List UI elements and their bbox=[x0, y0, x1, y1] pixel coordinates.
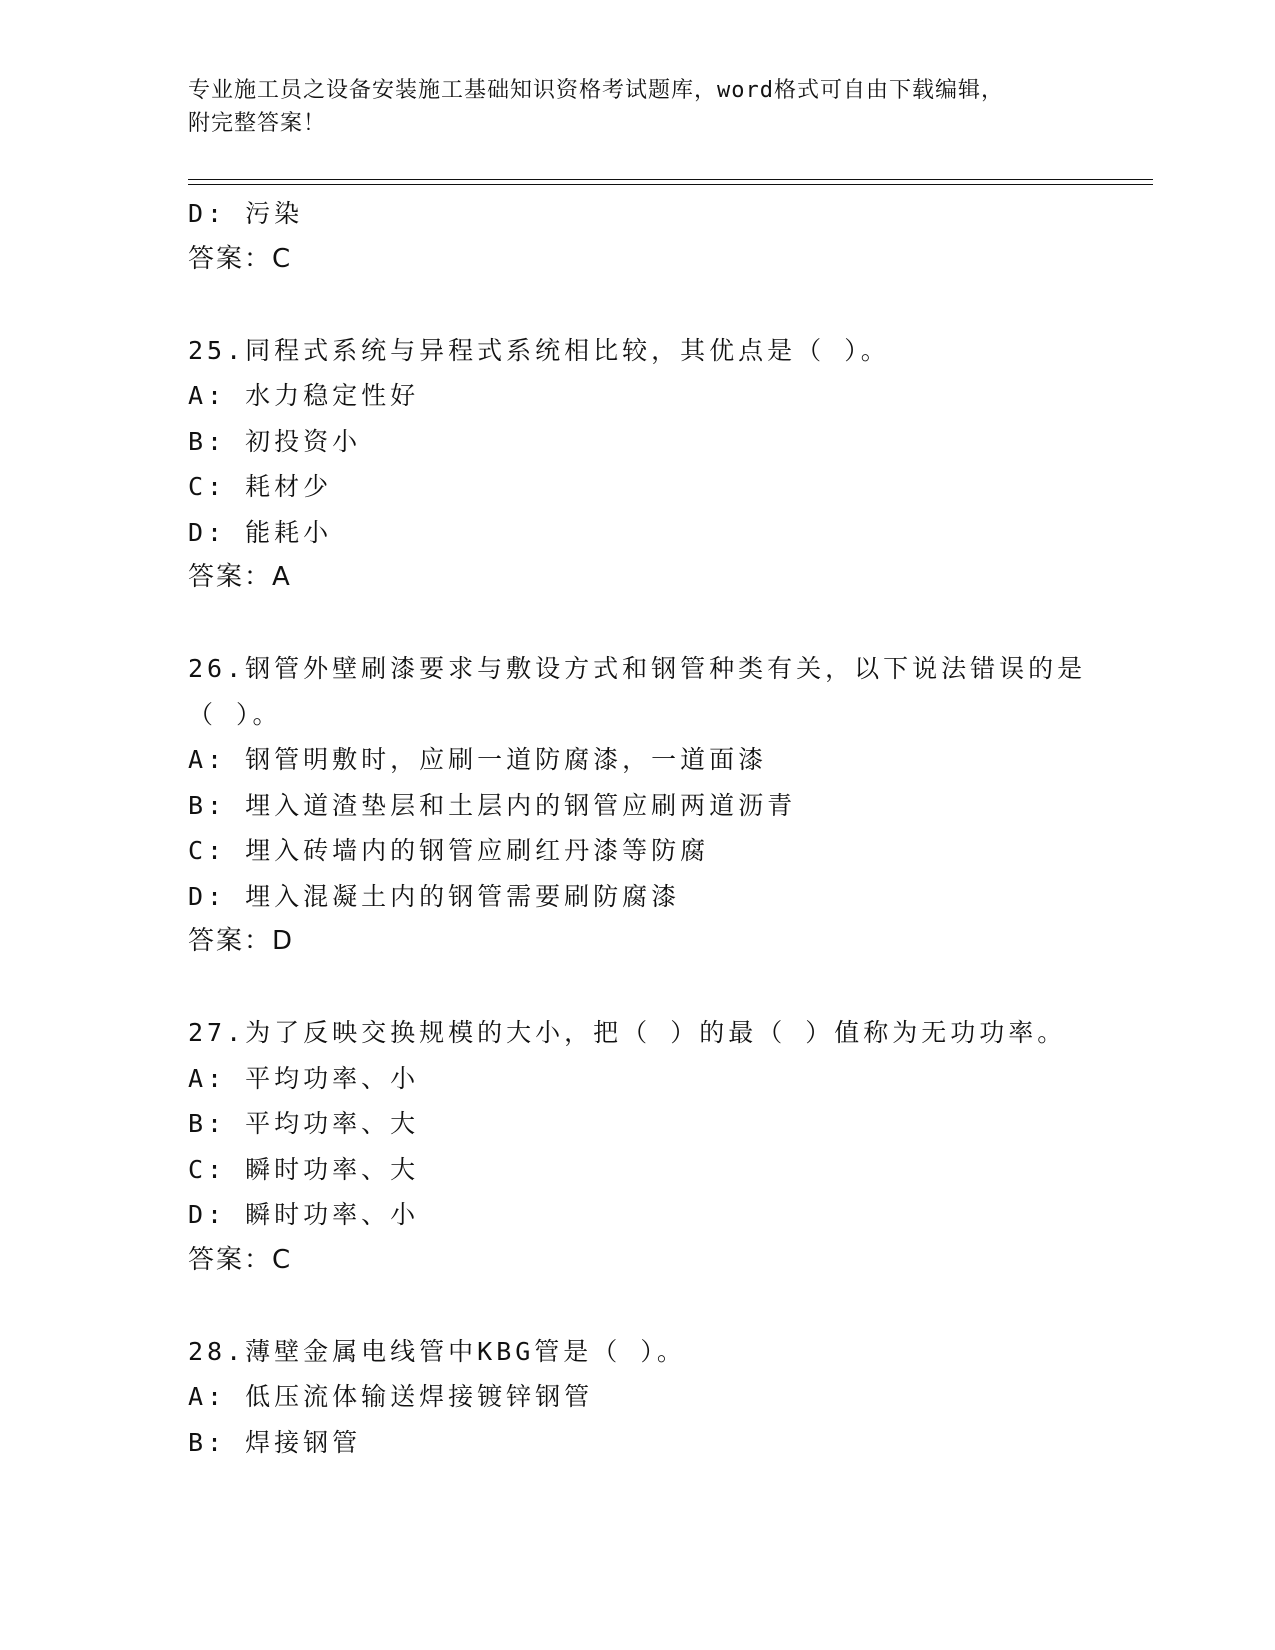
document-body bbox=[188, 191, 1153, 1465]
header-line-1: 专业施工员之设备安装施工基础知识资格考试题库，word格式可自由下载编辑， bbox=[188, 78, 1004, 103]
spacer bbox=[188, 1283, 1153, 1329]
question-25 bbox=[188, 328, 1153, 601]
question-28 bbox=[188, 1329, 1153, 1466]
question-answer: 答案：C bbox=[188, 1244, 293, 1275]
option-d: D: 埋入混凝土内的钢管需要刷防腐漆 bbox=[188, 881, 681, 911]
option-a: A: 水力稳定性好 bbox=[188, 381, 420, 410]
option-d: D: 瞬时功率、小 bbox=[188, 1200, 420, 1229]
option-c: C: 埋入砖墙内的钢管应刷红丹漆等防腐 bbox=[188, 836, 710, 865]
spacer bbox=[188, 965, 1153, 1011]
option-b: B: 焊接钢管 bbox=[188, 1427, 362, 1457]
question-answer: 答案：D bbox=[188, 926, 295, 956]
question-stem: 27.为了反映交换规模的大小，把（ ）的最（ ）值称为无功功率。 bbox=[188, 1018, 1067, 1047]
header-divider-top bbox=[188, 179, 1153, 180]
option-b: B: 埋入道渣垫层和土层内的钢管应刷两道沥青 bbox=[188, 790, 797, 820]
question-stem-line-1: 26.钢管外壁刷漆要求与敷设方式和钢管种类有关，以下说法错误的是 bbox=[188, 654, 1087, 683]
option-b: B: 平均功率、大 bbox=[188, 1109, 420, 1138]
question-24-option-d: D: 污染 bbox=[188, 199, 304, 228]
question-stem: 28.薄壁金属电线管中KBG管是（ ）。 bbox=[188, 1336, 686, 1366]
option-d: D: 能耗小 bbox=[188, 517, 333, 547]
question-27 bbox=[188, 1010, 1153, 1283]
option-c: C: 耗材少 bbox=[188, 472, 333, 501]
header-line-2: 附完整答案！ bbox=[188, 111, 327, 136]
question-stem: 25.同程式系统与异程式系统相比较，其优点是（ ）。 bbox=[188, 335, 890, 365]
option-a: A: 钢管明敷时，应刷一道防腐漆，一道面漆 bbox=[188, 745, 768, 774]
header-divider-bottom bbox=[188, 184, 1153, 185]
option-a: A: 平均功率、小 bbox=[188, 1063, 420, 1093]
document-header bbox=[188, 74, 1088, 140]
question-26 bbox=[188, 646, 1153, 965]
option-a: A: 低压流体输送焊接镀锌钢管 bbox=[188, 1382, 594, 1411]
question-answer: 答案：A bbox=[188, 562, 292, 592]
question-24-answer: 答案：C bbox=[188, 243, 293, 274]
spacer bbox=[188, 282, 1153, 328]
option-b: B: 初投资小 bbox=[188, 426, 362, 456]
question-stem-line-2: （ ）。 bbox=[188, 699, 282, 729]
spacer bbox=[188, 601, 1153, 647]
option-c: C: 瞬时功率、大 bbox=[188, 1154, 420, 1184]
